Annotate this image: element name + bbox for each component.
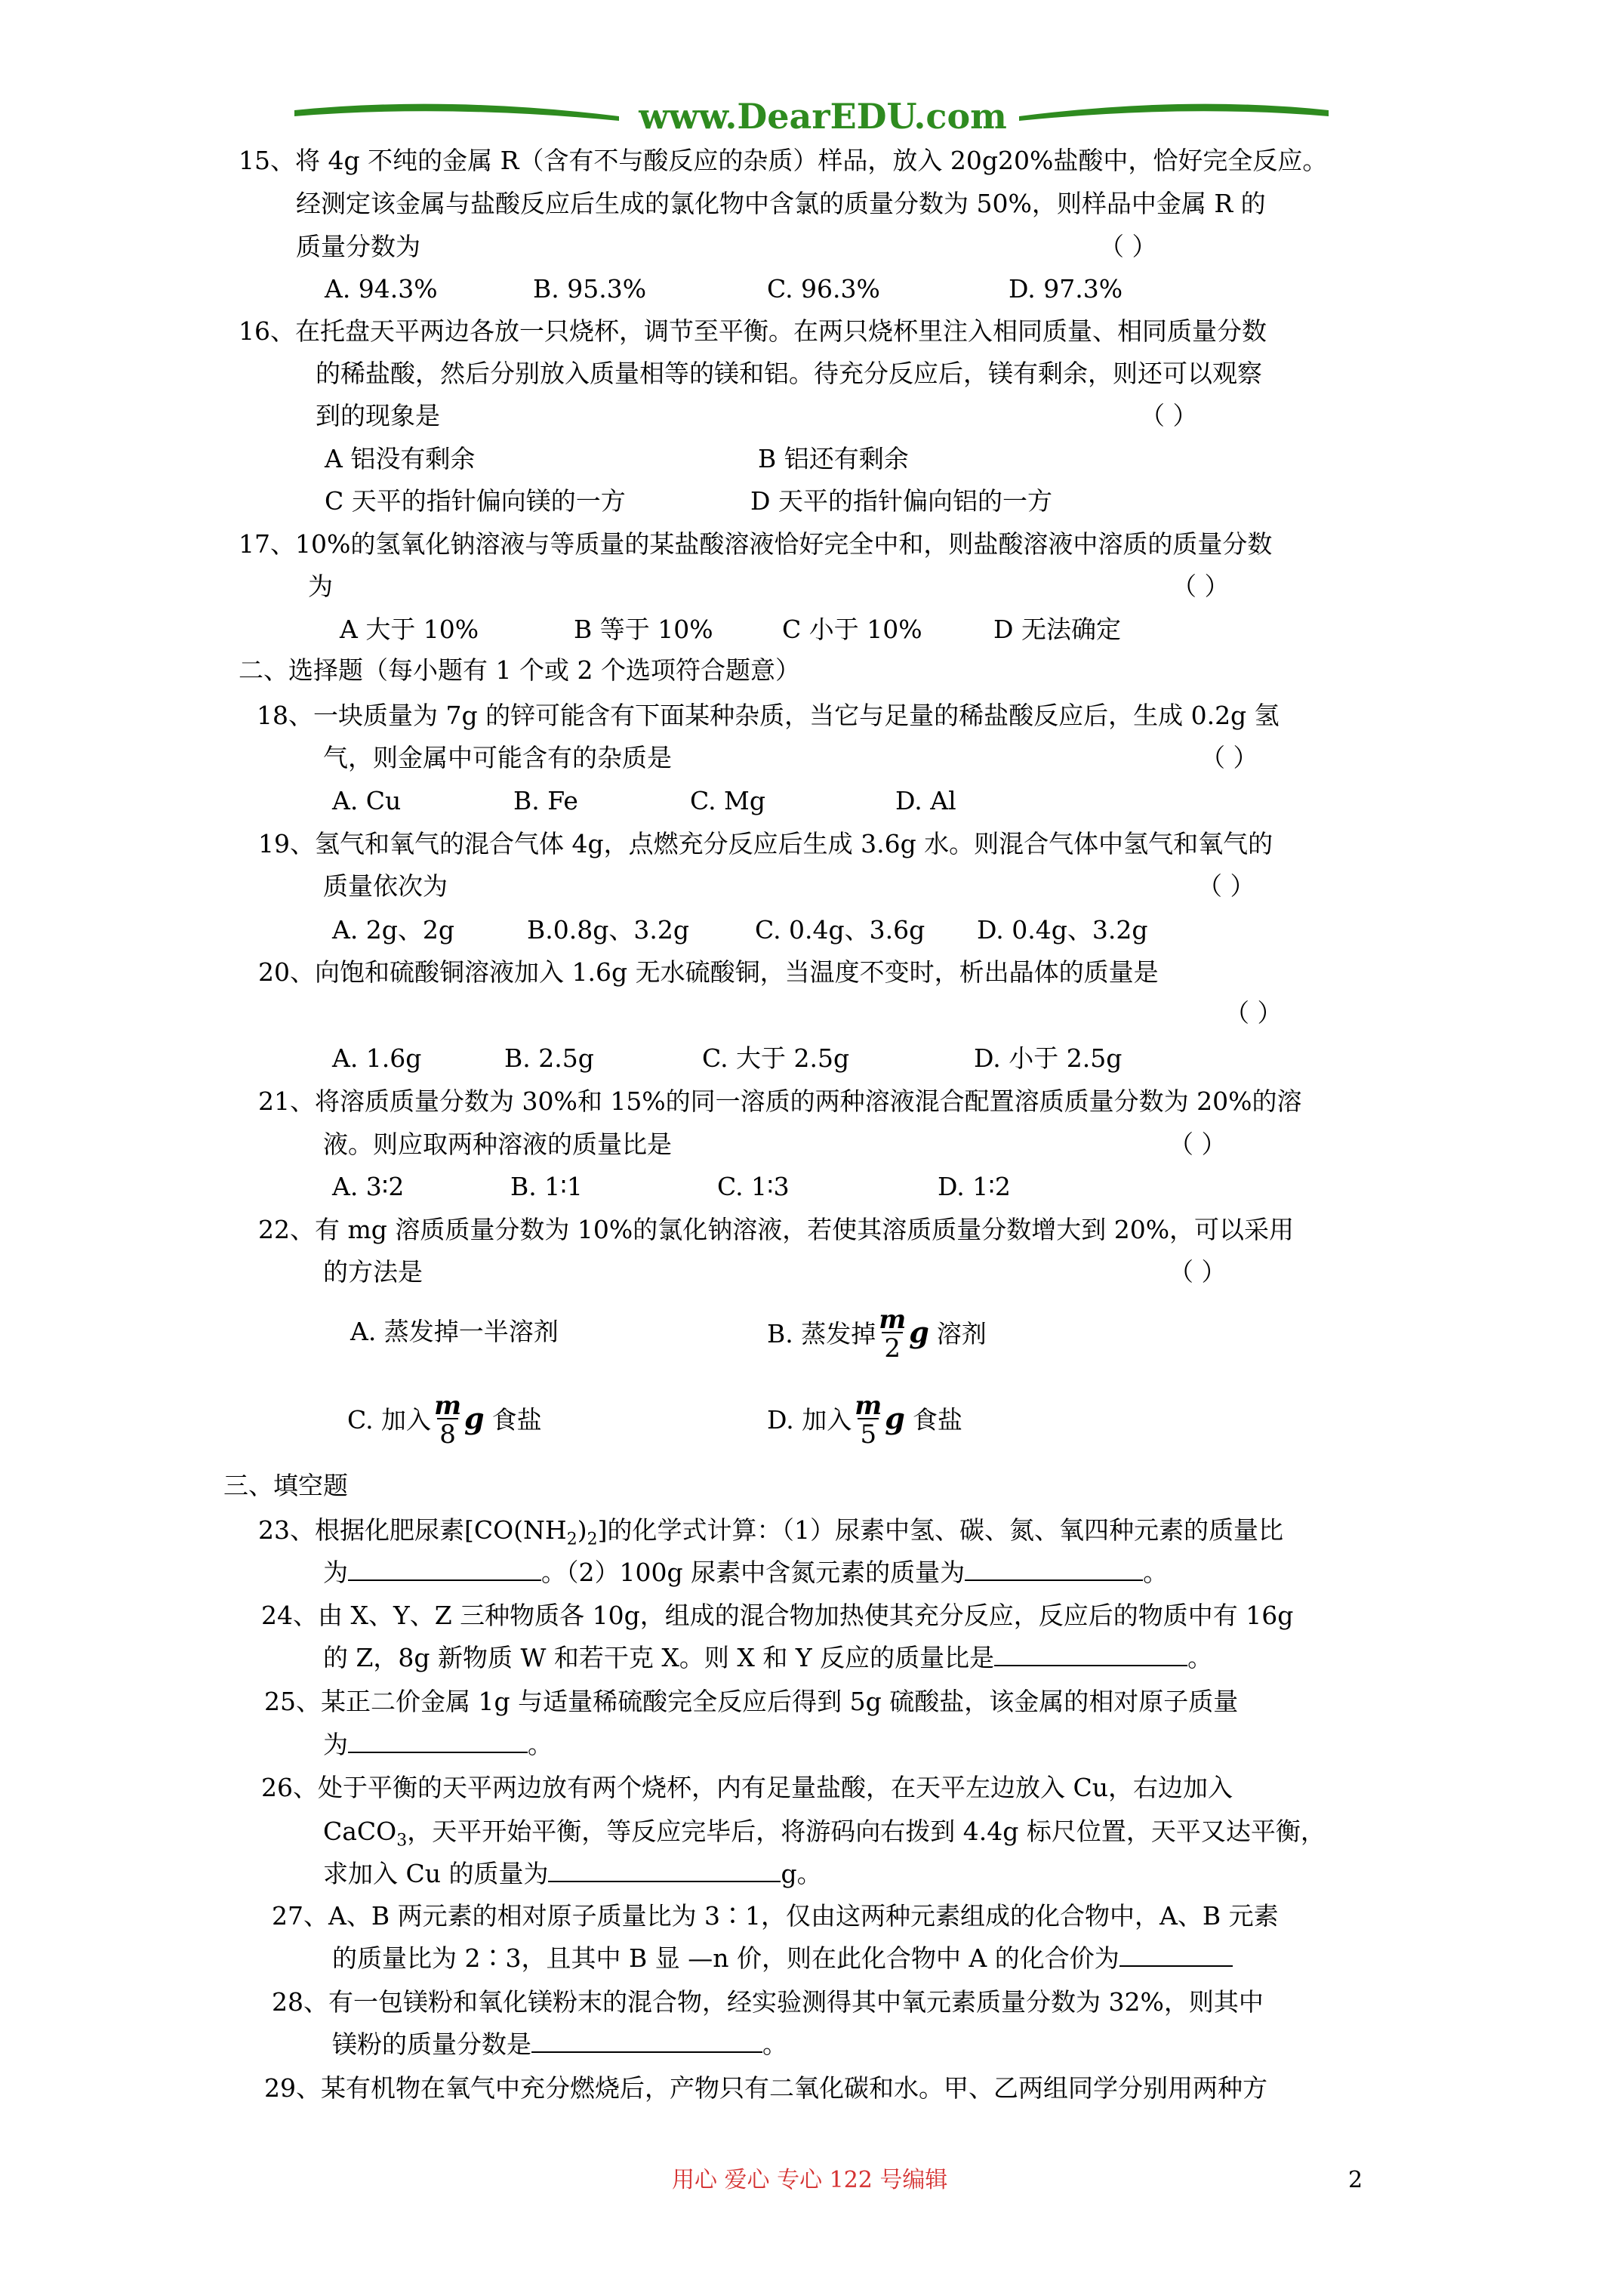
q22-option-b-suffix: 溶剂 [936,1319,987,1348]
q15-option-c[interactable]: C. 96.3% [767,274,880,304]
q16-option-a[interactable]: A 铝没有剩余 [325,444,476,473]
q16-line3: 到的现象是 [316,401,440,430]
q26-line1: 26、处于平衡的天平两边放有两个烧杯，内有足量盐酸，在天平左边放入 Cu，右边加入 [261,1773,1233,1802]
q19-option-c[interactable]: C. 0.4g、3.6g [755,915,925,945]
q20-option-d[interactable]: D. 小于 2.5g [974,1043,1123,1073]
q17-answer-bracket[interactable]: （ ） [1172,572,1230,601]
q22-fraction-m-over-2: $\frac{m}{2}$ [879,1305,907,1364]
q26-blank[interactable] [548,1854,781,1882]
q22-fraction-m-over-8: $\frac{m}{8}$ [434,1391,462,1450]
q19-option-b[interactable]: B.0.8g、3.2g [527,915,689,945]
q18-option-a[interactable]: A. Cu [332,786,402,815]
q21-option-c[interactable]: C. 1∶3 [717,1172,790,1201]
q22-option-d[interactable]: D. 加入 $\frac{m}{5}$ g 食盐 [767,1391,962,1450]
q24-blank[interactable] [994,1638,1187,1666]
q26-line2: CaCO$_3$，天平开始平衡，等反应完毕后，将游码向右拨到 4.4g 标尺位置，天平又达平衡， [323,1817,1326,1851]
q19-option-a[interactable]: A. 2g、2g [332,915,455,945]
site-url[interactable]: www.DearEDU.com [639,96,1007,137]
q20-option-c[interactable]: C. 大于 2.5g [702,1043,850,1073]
q23-blank-1[interactable] [348,1552,541,1581]
q28-line1: 28、有一包镁粉和氧化镁粉末的混合物，经实验测得其中氧元素质量分数为 32%，则其中 [272,1987,1264,2017]
q28-blank[interactable] [531,2024,762,2053]
q15-option-b[interactable]: B. 95.3% [533,274,647,304]
q24-line2: 的 Z，8g 新物质 W 和若干克 X。则 X 和 Y 反应的质量比是 。 [323,1637,1212,1679]
q15-line3: 质量分数为 [296,232,420,261]
q15-option-d[interactable]: D. 97.3% [1009,274,1123,304]
q21-option-a[interactable]: A. 3∶2 [332,1172,405,1201]
q23-line1: 23、根据化肥尿素$[CO(NH_2)_2]$的化学式计算：（1）尿素中氢、碳、氮、氧四种元素的质量比 [258,1515,1283,1549]
q15-line2: 经测定该金属与盐酸反应后生成的氯化物中含氯的质量分数为 50%，则样品中金属 R 的 [296,189,1266,218]
q27-line2: 的质量比为 2∶3，且其中 B 显 —n 价，则在此化合物中 A 的化合价为 [332,1937,1233,1980]
q17-option-d[interactable]: D 无法确定 [993,615,1121,644]
q23-blank-2[interactable] [965,1552,1143,1581]
q21-option-b[interactable]: B. 1∶1 [510,1172,583,1201]
q15-answer-bracket[interactable]: （ ） [1099,232,1157,261]
page-number: 2 [1348,2167,1363,2193]
q27-line1: 27、A、B 两元素的相对原子质量比为 3∶1，仅由这两种元素组成的化合物中，A、B 元素 [272,1901,1279,1931]
q22-fraction-m-over-5: $\frac{m}{5}$ [855,1391,882,1450]
site-header [294,97,1329,142]
q22-option-d-text: D. 加入 [767,1405,852,1435]
q21-answer-bracket[interactable]: （ ） [1169,1130,1227,1159]
q15-option-a[interactable]: A. 94.3% [325,274,438,304]
q20-option-b[interactable]: B. 2.5g [504,1043,594,1073]
q21-line1: 21、将溶质质量分数为 30%和 15%的同一溶质的两种溶液混合配置溶质质量分数为 20%的溶 [258,1086,1302,1116]
q18-option-c[interactable]: C. Mg [690,786,765,815]
q25-blank[interactable] [348,1724,528,1753]
q18-line2: 气，则金属中可能含有的杂质是 [323,743,672,772]
q20-line1: 20、向饱和硫酸铜溶液加入 1.6g 无水硫酸铜，当温度不变时，析出晶体的质量是 [258,957,1159,987]
q28-line2: 镁粉的质量分数是 。 [332,2023,787,2066]
q17-option-b[interactable]: B 等于 10% [574,615,713,644]
q15-line1: 15、将 4g 不纯的金属 R（含有不与酸反应的杂质）样品，放入 20g20%盐酸中，恰好完全反应。 [239,146,1328,175]
q18-option-b[interactable]: B. Fe [513,786,578,815]
q22-option-d-suffix: 食盐 [912,1405,962,1435]
q22-answer-bracket[interactable]: （ ） [1169,1257,1227,1287]
q18-answer-bracket[interactable]: （ ） [1200,743,1258,772]
q20-answer-bracket[interactable]: （ ） [1224,998,1283,1028]
q21-option-d[interactable]: D. 1∶2 [938,1172,1011,1201]
q20-option-a[interactable]: A. 1.6g [332,1043,422,1073]
q22-option-b[interactable]: B. 蒸发掉 $\frac{m}{2}$ g 溶剂 [767,1305,987,1364]
section-2-heading: 二、选择题（每小题有 1 个或 2 个选项符合题意） [239,655,800,685]
q19-line1: 19、氢气和氧气的混合气体 4g，点燃充分反应后生成 3.6g 水。则混合气体中氢气和氧气的 [258,829,1273,858]
q17-option-c[interactable]: C 小于 10% [782,615,922,644]
q22-option-c-suffix: 食盐 [491,1405,542,1435]
q22-option-c-text: C. 加入 [347,1405,432,1435]
q16-line2: 的稀盐酸，然后分别放入质量相等的镁和铝。待充分反应后，镁有剩余，则还可以观察 [316,359,1262,388]
footer-credit: 用心 爱心 专心 122 号编辑 [672,2167,948,2193]
q22-line1: 22、有 mg 溶质质量分数为 10%的氯化钠溶液，若使其溶质质量分数增大到 20%，可以采用 [258,1215,1295,1244]
q24-line1: 24、由 X、Y、Z 三种物质各 10g，组成的混合物加热使其充分反应，反应后的物质中有 16g [261,1601,1294,1630]
q17-line1: 17、10%的氢氧化钠溶液与等质量的某盐酸溶液恰好完全中和，则盐酸溶液中溶质的质量分数 [239,529,1273,559]
q22-line2: 的方法是 [323,1257,423,1287]
q19-option-d[interactable]: D. 0.4g、3.2g [977,915,1148,945]
q25-line1: 25、某正二价金属 1g 与适量稀硫酸完全反应后得到 5g 硫酸盐，该金属的相对原子质量 [264,1687,1239,1716]
q26-line3: 求加入 Cu 的质量为 g。 [323,1853,822,1895]
q23-line2: 为 。（2）100g 尿素中含氮元素的质量为 。 [323,1552,1168,1594]
q19-line2: 质量依次为 [323,871,448,901]
q21-line2: 液。则应取两种溶液的质量比是 [323,1130,672,1159]
q22-option-b-text: B. 蒸发掉 [767,1319,876,1348]
q16-option-b[interactable]: B 铝还有剩余 [758,444,909,473]
q16-option-c[interactable]: C 天平的指针偏向镁的一方 [325,486,626,516]
q16-line1: 16、在托盘天平两边各放一只烧杯，调节至平衡。在两只烧杯里注入相同质量、相同质量分数 [239,316,1267,346]
q22-option-c[interactable]: C. 加入 $\frac{m}{8}$ g 食盐 [347,1391,542,1450]
q25-line2: 为 。 [323,1724,553,1766]
q18-option-d[interactable]: D. Al [895,786,956,815]
q16-option-d[interactable]: D 天平的指针偏向铝的一方 [750,486,1052,516]
q29-line1: 29、某有机物在氧气中充分燃烧后，产物只有二氧化碳和水。甲、乙两组同学分别用两种方 [264,2073,1267,2103]
section-3-heading: 三、填空题 [223,1471,348,1500]
q17-line2: 为 [308,572,333,601]
q19-answer-bracket[interactable]: （ ） [1197,871,1255,901]
q16-answer-bracket[interactable]: （ ） [1140,401,1198,430]
q22-option-a[interactable]: A. 蒸发掉一半溶剂 [350,1317,559,1346]
q18-line1: 18、一块质量为 7g 的锌可能含有下面某种杂质，当它与足量的稀盐酸反应后，生成 0.2g 氢 [257,701,1280,730]
q27-blank[interactable] [1119,1938,1233,1967]
q17-option-a[interactable]: A 大于 10% [340,615,479,644]
